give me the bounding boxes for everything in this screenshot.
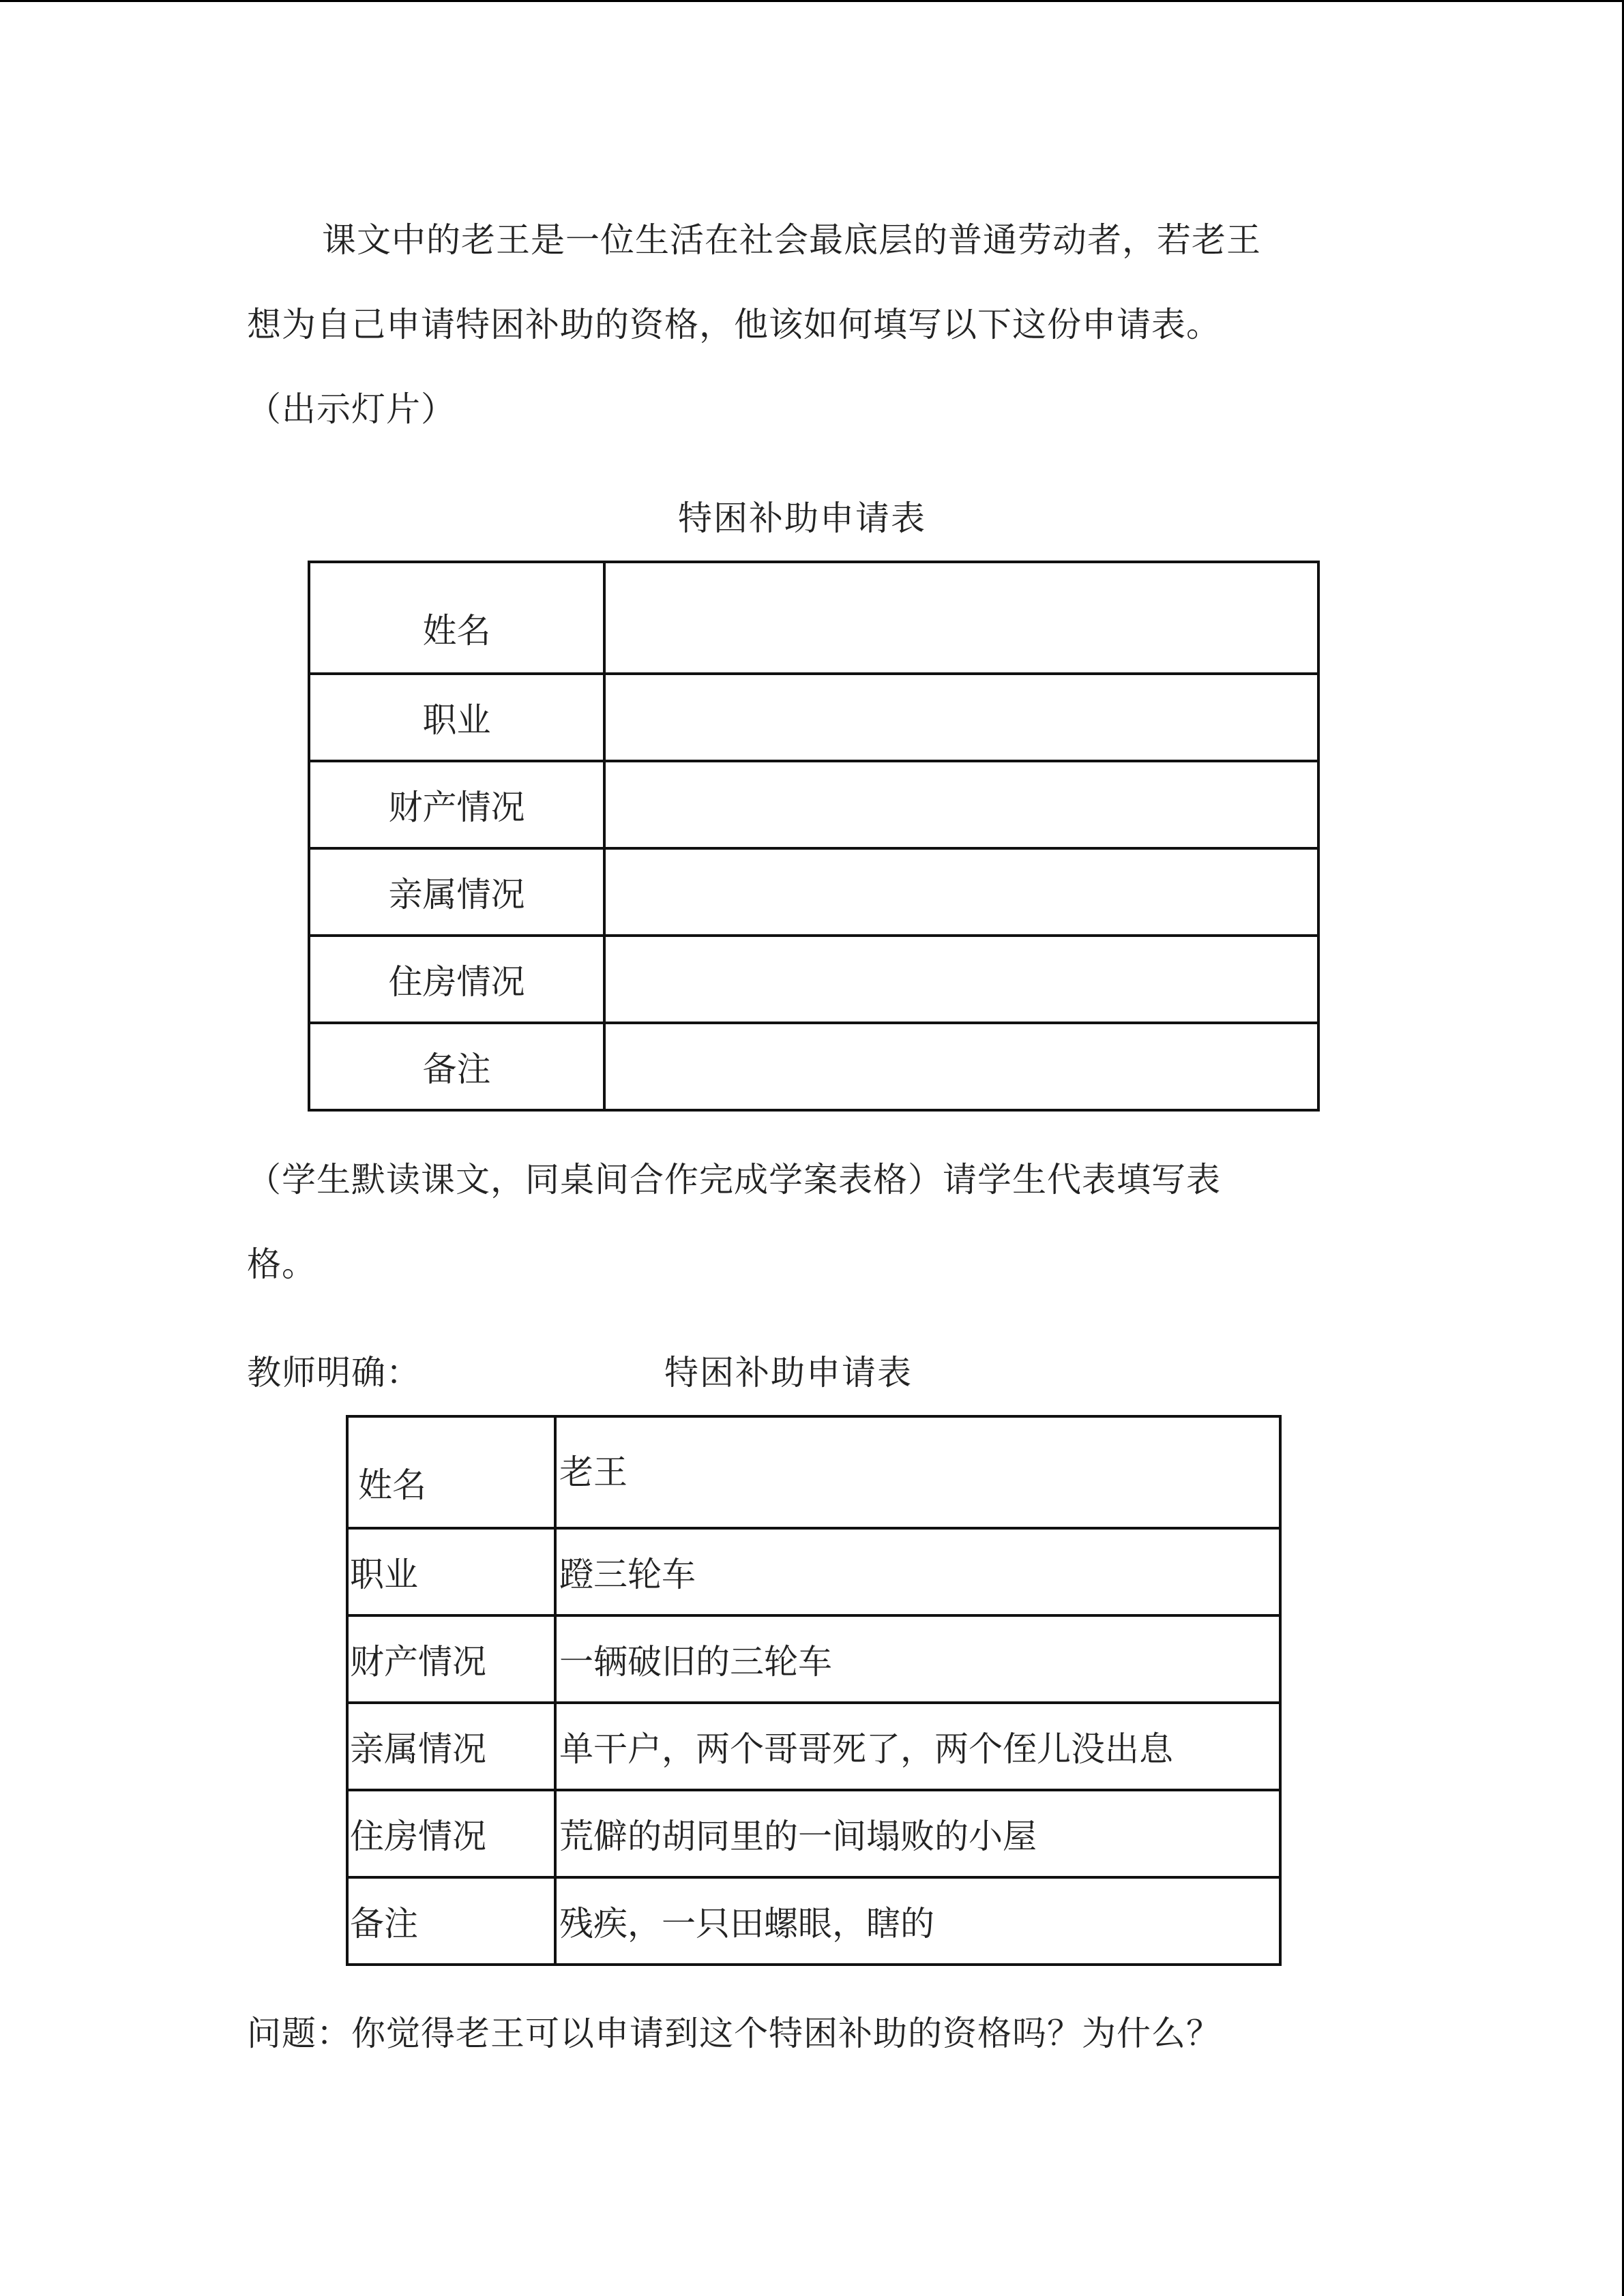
answer-form-row [347, 1416, 1280, 1528]
answer-form-row [347, 1528, 1280, 1615]
answer-form-label: 备注 [347, 1877, 555, 1965]
blank-form-value-field[interactable] [604, 1023, 1318, 1110]
blank-form-label: 亲属情况 [309, 848, 604, 936]
blank-form-label: 财产情况 [309, 761, 604, 848]
blank-form-value-field[interactable] [604, 674, 1318, 761]
blank-application-form [308, 561, 1320, 1112]
blank-form-label: 备注 [309, 1023, 604, 1110]
blank-form-label: 姓名 [309, 562, 604, 674]
blank-form-label: 职业 [309, 674, 604, 761]
blank-form-row [309, 674, 1318, 761]
answer-form-label: 住房情况 [347, 1790, 555, 1877]
answer-form-row [347, 1877, 1280, 1965]
answer-application-form [346, 1415, 1282, 1966]
blank-form-value-field[interactable] [604, 848, 1318, 936]
answer-form-value: 老王 [555, 1416, 1280, 1528]
answer-form-label: 职业 [347, 1528, 555, 1615]
answer-form-row [347, 1615, 1280, 1703]
activity-line-2: 格。 [247, 1244, 316, 1284]
answer-form-value: 单干户，两个哥哥死了，两个侄儿没出息 [555, 1703, 1280, 1790]
intro-line-2: 想为自己申请特困补助的资格，他该如何填写以下这份申请表。 [247, 305, 1221, 344]
answer-form-label: 财产情况 [347, 1615, 555, 1703]
answer-form-value: 蹬三轮车 [555, 1528, 1280, 1615]
intro-line-1: 课文中的老王是一位生活在社会最底层的普通劳动者，若老王 [322, 220, 1261, 260]
answer-form-label: 亲属情况 [347, 1703, 555, 1790]
answer-form-row [347, 1703, 1280, 1790]
blank-form-row [309, 761, 1318, 848]
answer-form-row [347, 1790, 1280, 1877]
intro-line-3: （出示灯片） [247, 389, 456, 429]
blank-form-row [309, 1023, 1318, 1110]
blank-form-row [309, 936, 1318, 1023]
blank-form-label: 住房情况 [309, 936, 604, 1023]
blank-form-value-field[interactable] [604, 761, 1318, 848]
answer-form-value: 残疾，一只田螺眼，瞎的 [555, 1877, 1280, 1965]
question-text: 问题：你觉得老王可以申请到这个特困补助的资格吗？为什么？ [247, 2014, 1221, 2053]
answer-form-label: 姓名 [347, 1416, 555, 1528]
blank-form-value-field[interactable] [604, 562, 1318, 674]
blank-form-row [309, 562, 1318, 674]
answer-form-value: 一辆破旧的三轮车 [555, 1615, 1280, 1703]
activity-line-1: （学生默读课文，同桌间合作完成学案表格）请学生代表填写表 [247, 1160, 1221, 1199]
teacher-label: 教师明确： [247, 1353, 421, 1392]
answer-form-value: 荒僻的胡同里的一间塌败的小屋 [555, 1790, 1280, 1877]
blank-form-value-field[interactable] [604, 936, 1318, 1023]
page-border-top [0, 0, 1624, 2]
answer-form-title: 特困补助申请表 [664, 1353, 913, 1392]
blank-form-row [309, 848, 1318, 936]
blank-form-title: 特困补助申请表 [678, 498, 926, 538]
